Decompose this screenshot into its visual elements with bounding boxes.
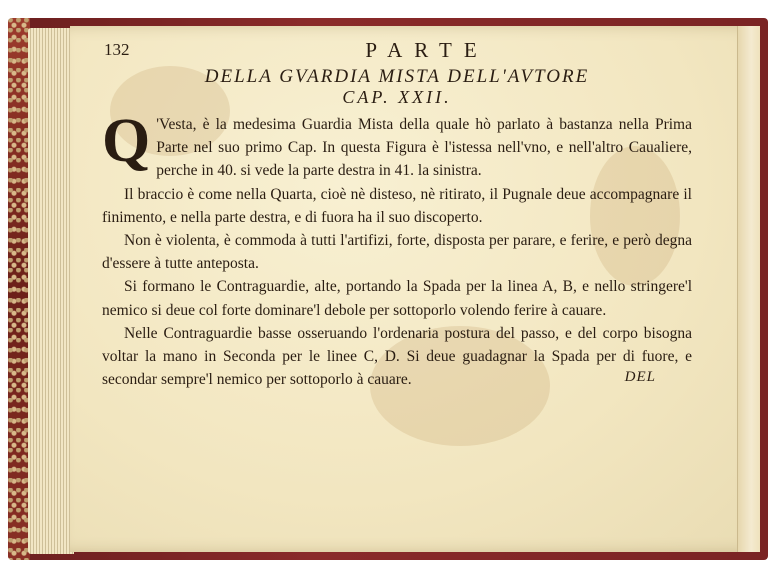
paragraph (102, 107, 692, 183)
page-text-block (102, 30, 692, 389)
chapter-title: DELLA GVARDIA MISTA DELL'AVTORE (204, 66, 590, 87)
paragraph: Il braccio è come nella Quarta, cioè nè disteso, nè ritirato, il Pugnale deue accompagnare il finimento, e nella parte destra, e di fuora ha il suo discoperto. (102, 185, 692, 226)
paragraph: Si formano le Contraguardie, alte, portando la Spada per la linea A, B, e nello stringere'l nemico si deue col forte dominare'l debole per sottoporlo volendo ferire à cauare. (102, 278, 692, 319)
page-number: 132 (104, 40, 130, 59)
marbled-cover-edge (8, 18, 30, 560)
catchword: DEL (624, 369, 656, 386)
chapter-number: CAP. XXII. (342, 87, 452, 107)
body-text (102, 107, 692, 391)
paragraph: Nelle Contraguardie basse osseruando l'ordenaria postura del passo, e del corpo bisogna voltar la mano in Seconda per le linee C, D. Si deue guadagnar la Spada per di fuore, e secondar sempre'l nemico per sottoporlo à cauare. (102, 324, 692, 389)
drop-cap: Q (102, 107, 151, 175)
page-edges (28, 28, 74, 554)
paragraph: Non è violenta, è commoda à tutti l'artifizi, forte, disposta per parare, e ferire, e però degna d'essere à tutte anteposta. (102, 232, 692, 273)
running-head: PARTE (365, 38, 489, 62)
paragraph-text: 'Vesta, è la medesima Guardia Mista della quale hò parlato à bastanza nella Prima Parte nel suo primo Cap. In questa Figura è l'istessa nell'vno, e nell'altro Caualiere, perche in 40. si vede la parte destra in 41. la sinistra. (156, 116, 692, 180)
page-gutter (737, 26, 760, 552)
